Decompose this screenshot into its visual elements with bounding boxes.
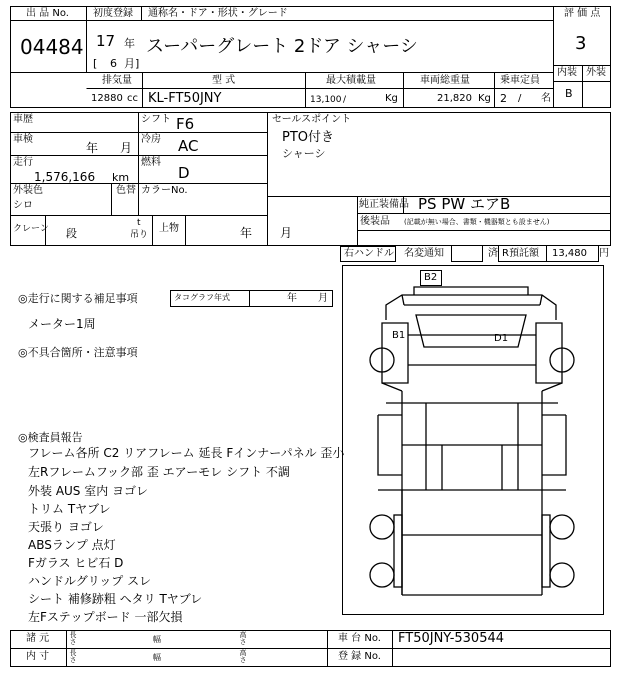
- inspection-label: 車検: [13, 134, 33, 145]
- inspector-line: ABSランプ 点灯: [28, 538, 116, 552]
- aftermarket-label: 後装品: [360, 216, 390, 227]
- interior-height-label: 高さ: [239, 649, 247, 664]
- shift-label: シフト: [141, 114, 171, 125]
- inspector-line: 左Fステップボード 一部欠損: [28, 610, 183, 624]
- width-label: 幅: [153, 635, 161, 644]
- crane-stage-unit: 段: [66, 227, 77, 240]
- interior-length-label: 長さ: [69, 649, 77, 664]
- lot-number-label: 出 品 No.: [26, 8, 69, 19]
- overall-score: 3: [575, 33, 587, 54]
- capacity-separator: /: [518, 93, 522, 104]
- recycle-value: 13,480: [552, 248, 587, 259]
- max-load-separator: /: [343, 95, 347, 105]
- registration-year: 17: [96, 32, 116, 50]
- interior-grade-label: 内装: [557, 67, 577, 78]
- steering-side: 右ハンドル: [344, 248, 394, 259]
- inspector-report-heading: ◎検査員報告: [18, 431, 83, 444]
- factory-equipment: PS PW エアB: [418, 195, 511, 213]
- truck-diagram: [342, 265, 604, 615]
- inspector-line: 左Rフレームフック部 歪 エアーモレ シフト 不調: [28, 465, 290, 479]
- vehicle-name: スーパーグレート 2ドア シャーシ: [146, 36, 418, 57]
- month-unit: 月]: [124, 57, 140, 70]
- tacho-year-unit: 年: [287, 293, 297, 304]
- fuel-value: D: [178, 164, 190, 182]
- height-label: 高さ: [239, 631, 247, 646]
- model-code: KL-FT50JNY: [148, 91, 222, 106]
- model-description-label: 通称名・ドア・形状・グレード: [148, 8, 288, 19]
- color-change-label: 色替: [116, 185, 136, 196]
- recycle-value-box: [546, 245, 599, 262]
- interior-grade: B: [565, 87, 573, 100]
- registration-month: 6: [110, 57, 117, 70]
- sales-point-line-2: シャーシ: [282, 147, 326, 160]
- recycle-label: R預託額: [502, 248, 539, 259]
- max-load-unit: Kg: [385, 93, 398, 104]
- gross-weight-value: 21,820: [437, 93, 472, 104]
- inspector-line: シート 補修跡粗 ヘタリ Tヤブレ: [28, 592, 203, 606]
- tacho-year-label: タコグラフ年式: [174, 293, 230, 302]
- sales-point-line-1: PTO付き: [282, 130, 335, 145]
- crane-label: クレーン: [13, 224, 49, 234]
- displacement-value: 12880: [91, 93, 123, 104]
- displacement-label: 排気量: [102, 75, 132, 86]
- crane-hang-unit: 吊り: [130, 230, 149, 240]
- yen-unit: 円: [599, 248, 609, 259]
- sales-point-label: セールスポイント: [272, 114, 352, 125]
- score-label: 評 価 点: [564, 8, 601, 19]
- mileage-value: 1,576,166: [34, 170, 96, 184]
- damage-mark-d1: D1: [494, 333, 509, 344]
- chassis-number-label: 車 台 No.: [338, 633, 381, 644]
- max-load-value: 13,100: [310, 95, 342, 105]
- damage-mark-b2-box: [420, 270, 442, 286]
- max-load-label: 最大積載量: [326, 75, 376, 86]
- crane-ton-unit: t: [137, 218, 141, 228]
- tacho-month-unit: 月: [318, 293, 328, 304]
- inspector-line: ハンドルグリップ スレ: [28, 574, 152, 588]
- exterior-grade-label: 外装: [586, 67, 606, 78]
- registration-number-label: 登 録 No.: [338, 651, 381, 662]
- inspector-line: Fガラス ヒビ石 D: [28, 556, 124, 570]
- year-unit: 年: [124, 37, 135, 50]
- capacity-label: 乗車定員: [500, 75, 540, 86]
- inspection-month-unit: 月: [120, 141, 133, 155]
- running-notes-heading: ◎走行に関する補足事項: [18, 292, 138, 305]
- mileage-label: 走行: [13, 157, 33, 168]
- chassis-number: FT50JNY-530544: [398, 631, 505, 646]
- factory-equipment-label: 純正装備品: [359, 199, 409, 210]
- steering-box: [340, 246, 396, 262]
- displacement-unit: cc: [127, 93, 138, 104]
- exterior-color: シロ: [13, 200, 33, 211]
- inspector-line: 天張り ヨゴレ: [28, 520, 104, 534]
- mileage-unit: km: [112, 171, 130, 184]
- running-note: メーター1周: [28, 317, 96, 331]
- recycle-paid-prefix: 済: [488, 248, 498, 259]
- capacity-suffix: 名: [541, 93, 551, 104]
- defect-notes-heading: ◎不具合箇所・注意事項: [18, 346, 138, 359]
- interior-dimensions-label: 内 寸: [26, 651, 50, 662]
- interior-width-label: 幅: [153, 653, 161, 662]
- ac-value: AC: [178, 137, 199, 155]
- shift-value: F6: [176, 115, 195, 133]
- month-open-bracket: [: [93, 57, 98, 70]
- damage-mark-b1: B1: [392, 330, 406, 341]
- recycle-label-box: [498, 245, 547, 262]
- model-code-label: 型 式: [212, 75, 236, 86]
- lot-number: 04484: [20, 35, 84, 59]
- fuel-label: 燃料: [141, 157, 161, 168]
- lift-year-unit: 年: [240, 226, 253, 240]
- length-label: 長さ: [69, 631, 77, 646]
- dimensions-label: 諸 元: [26, 633, 50, 644]
- damage-mark-b2: B2: [424, 272, 438, 283]
- history-label: 車歴: [13, 114, 33, 125]
- ac-label: 冷房: [141, 134, 161, 145]
- name-change-notice-label: 名変通知: [404, 248, 444, 259]
- gross-weight-label: 車両総重量: [420, 75, 470, 86]
- gross-weight-unit: Kg: [478, 93, 491, 104]
- lift-month-unit: 月: [280, 226, 293, 240]
- name-change-notice-box: [451, 245, 483, 262]
- first-registration-label: 初度登録: [93, 8, 133, 19]
- color-number-label: カラーNo.: [141, 185, 188, 196]
- inspection-year-unit: 年: [86, 141, 99, 155]
- inspector-line: トリム Tヤブレ: [28, 502, 111, 516]
- lift-label: 上物: [159, 223, 179, 234]
- capacity-value: 2: [500, 92, 507, 105]
- inspector-line: 外装 AUS 室内 ヨゴレ: [28, 484, 149, 498]
- aftermarket-note: (記載が無い場合、書類・機器類とも設ません): [404, 218, 550, 226]
- inspector-line: フレーム各所 C2 リアフレーム 延長 Fインナーパネル 歪小: [28, 446, 345, 460]
- exterior-color-label: 外装色: [13, 185, 43, 196]
